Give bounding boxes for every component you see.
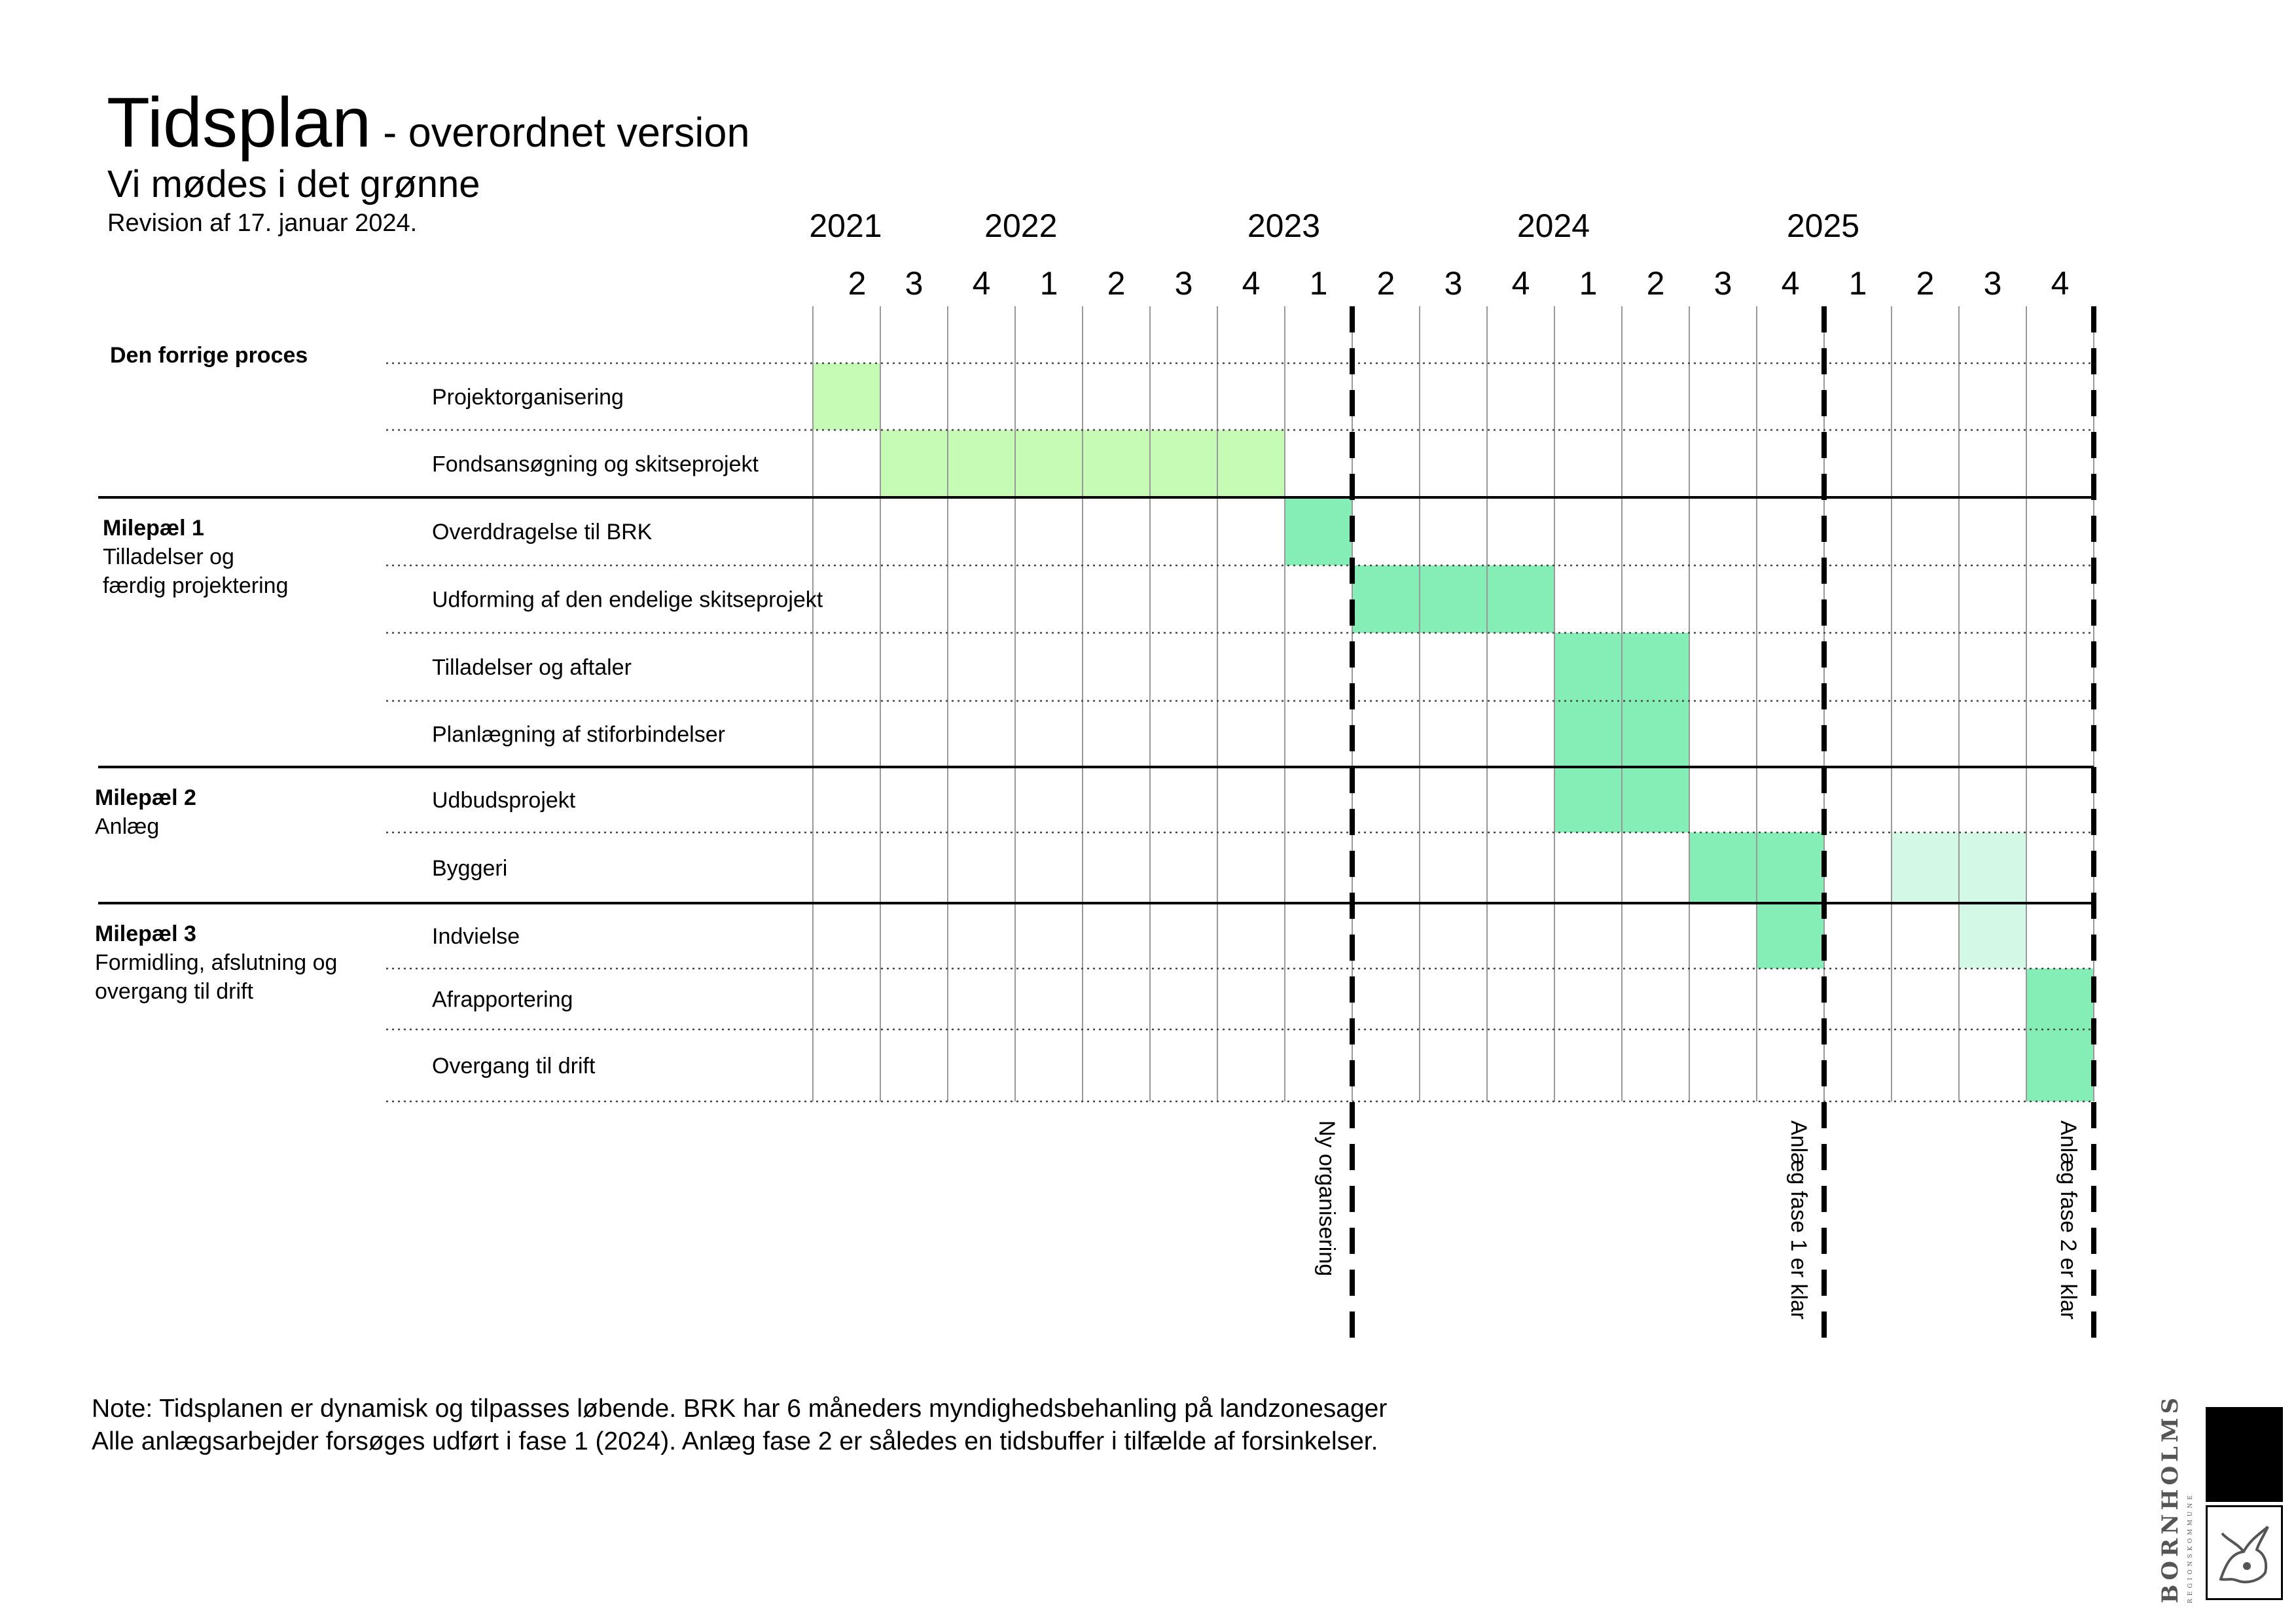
dragon-crest-icon: [2208, 1507, 2281, 1598]
task-label: Planlægning af stiforbindelser: [432, 722, 725, 747]
quarter-label: 3: [1444, 265, 1463, 302]
quarter-label: 4: [2051, 265, 2070, 302]
group-description: Tilladelser og: [103, 544, 234, 569]
quarter-label: 4: [1511, 265, 1530, 302]
quarter-label: 2: [1107, 265, 1126, 302]
task-label: Projektorganisering: [432, 385, 624, 410]
bornholm-logo: [2153, 1393, 2284, 1603]
year-label: 2021: [809, 207, 882, 244]
group-description: overgang til drift: [95, 979, 253, 1004]
page-subtitle: Vi mødes i det grønne: [107, 163, 480, 205]
title-suffix: - overordnet version: [383, 110, 750, 156]
task-label: Udforming af den endelige skitseprojekt: [432, 587, 823, 613]
quarter-label: 2: [1916, 265, 1935, 302]
quarter-label: 1: [1848, 265, 1867, 302]
milestone-label: Ny organisering: [1314, 1120, 1339, 1277]
gantt-bar: [1352, 565, 1554, 633]
quarter-label: 4: [1242, 265, 1261, 302]
quarter-label: 4: [972, 265, 991, 302]
gantt-bar: [2026, 969, 2094, 1101]
milestone-label: Anlæg fase 2 er klar: [2056, 1120, 2081, 1320]
task-label: Tilladelser og aftaler: [432, 655, 632, 680]
gantt-bar: [1959, 903, 2026, 969]
group-description: Formidling, afslutning og: [95, 950, 338, 975]
task-label: Fondsansøgning og skitseprojekt: [432, 452, 759, 477]
title-main: Tidsplan: [107, 82, 372, 162]
logo-black-block: [2206, 1407, 2283, 1502]
quarter-label: 1: [1309, 265, 1328, 302]
group-description: Anlæg: [95, 814, 160, 839]
quarter-label: 3: [1713, 265, 1732, 302]
gantt-bar: [1757, 903, 1824, 969]
task-label: Overgang til drift: [432, 1054, 596, 1079]
year-label: 2024: [1516, 207, 1590, 244]
quarter-label: 3: [1174, 265, 1193, 302]
milestone-label: Anlæg fase 1 er klar: [1786, 1120, 1811, 1320]
gantt-bar: [813, 363, 880, 430]
quarter-label: 1: [1039, 265, 1058, 302]
note-line-2: Alle anlægsarbejder forsøges udført i fase 1 (2024). Anlæg fase 2 er således en tidsbuffer i tilfælde af forsinkelser.: [92, 1427, 1378, 1455]
logo-crest-frame: [2206, 1505, 2283, 1600]
task-label: Indvielse: [432, 924, 520, 949]
group-title: Milepæl 2: [95, 785, 196, 810]
year-label: 2022: [984, 207, 1058, 244]
group-title: Den forrige proces: [110, 343, 308, 368]
group-description: færdig projektering: [103, 573, 289, 598]
year-label: 2025: [1786, 207, 1860, 244]
gantt-bar: [1285, 497, 1352, 565]
group-title: Milepæl 1: [103, 516, 204, 541]
quarter-label: 3: [1983, 265, 2002, 302]
note: [92, 1393, 1387, 1458]
logo-subtext: REGIONSKOMMUNE: [2187, 1492, 2194, 1603]
quarter-label: 1: [1579, 265, 1598, 302]
quarter-label: 3: [905, 265, 924, 302]
quarter-label: 2: [1376, 265, 1395, 302]
quarter-label: 4: [1781, 265, 1800, 302]
note-line-1: Note: Tidsplanen er dynamisk og tilpasses løbende. BRK har 6 måneders myndighedsbehanling på landzonesager: [92, 1395, 1388, 1423]
quarter-label: 2: [848, 265, 867, 302]
task-label: Afrapportering: [432, 987, 573, 1012]
task-label: Overddragelse til BRK: [432, 520, 653, 544]
year-label: 2023: [1247, 207, 1321, 244]
logo-name: BORNHOLMS: [2157, 1393, 2183, 1603]
quarter-label: 2: [1646, 265, 1665, 302]
group-title: Milepæl 3: [95, 921, 196, 946]
task-label: Udbudsprojekt: [432, 788, 576, 813]
task-label: Byggeri: [432, 856, 508, 881]
revision-text: Revision af 17. januar 2024.: [107, 209, 418, 237]
